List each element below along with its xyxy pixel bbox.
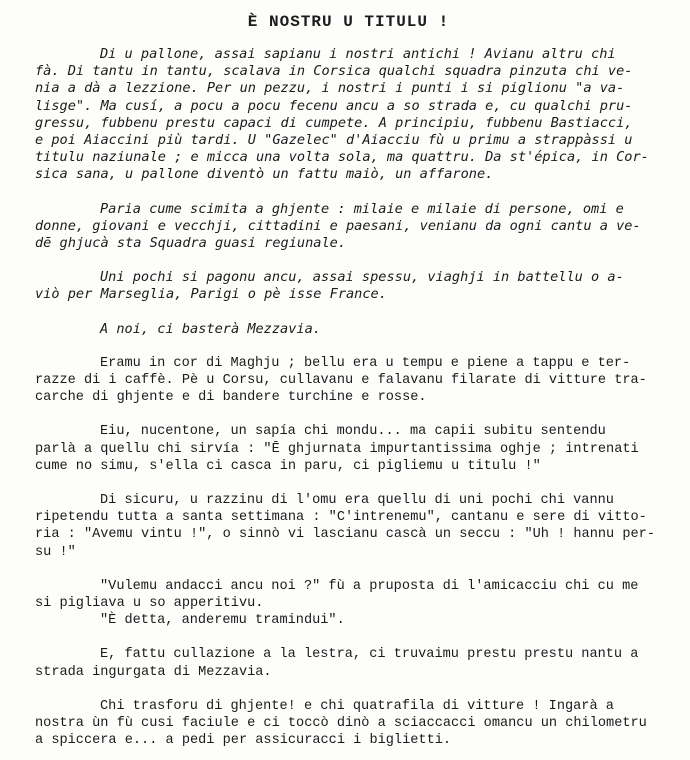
paragraph (35, 355, 662, 407)
text-line: Paria cume scimita a ghjente : milaie e milaie di persone, omi e (100, 200, 624, 217)
paragraph (35, 492, 662, 561)
text-line: "Vulemu andacci ancu noi ?" fù a pruposta di l'amicacciu chi cu me (100, 578, 639, 594)
document-body (35, 46, 662, 750)
text-line: Eramu in cor di Maghju ; bellu era u tempu e piene a tappu e ter- (100, 355, 631, 371)
text-line: fà. Di tantu in tantu, scalava in Corsica qualchi squadra pinzuta chi ve- (35, 63, 633, 80)
paragraph (35, 321, 662, 338)
text-line: ripetendu tutta a santa settimana : "C'intrenemu", cantanu e sere di vitto- (35, 510, 647, 526)
text-line: dē ghjucà sta Squadra guasi regiunale. (35, 235, 346, 252)
text-line: e poi Aiaccini più tardi. U "Gazelec" d'Aiacciu fù u primu a strappàssi u (35, 132, 633, 149)
text-line: donne, giovani e vecchji, cittadini e paesani, venianu da ogni cantu a ve- (35, 217, 641, 234)
text-line: strada ingurgata di Mezzavia. (35, 664, 272, 680)
paragraph (35, 423, 662, 475)
paragraph (35, 578, 662, 630)
paragraph (35, 201, 662, 253)
text-line: gressu, fubbenu prestu capaci di cumpete. A principiu, fubbenu Bastiacci, (35, 114, 633, 131)
page-title: È NOSTRU U TITULU ! (247, 13, 450, 31)
paragraph (35, 269, 662, 303)
text-line: ria : "Avemu vintu !", o sinnò vi lascianu cascà un seccu : "Uh ! hannu per- (35, 527, 655, 543)
text-line: Chi trasforu di ghjente! e chi quatrafila di vitture ! Ingarà a (100, 698, 614, 714)
paragraph (35, 698, 662, 750)
text-line: su !" (35, 544, 76, 560)
text-line: razze di i caffè. Pè u Corsu, cullavanu e falavanu filarate di vitture tra- (35, 373, 647, 389)
text-line: titulu naziunale ; e micca una volta sola, ma quattru. Da st'épica, in Cor- (35, 149, 649, 166)
text-line: Eiu, nucentone, un sapía chi mondu... ma capii subitu sentendu (100, 424, 606, 440)
text-line: viò per Marseglia, Parigi o pè isse France. (35, 286, 387, 303)
text-line: nia a dà a lezzione. Per un pezzu, i nostri i punti i si piglionu "a va- (35, 80, 625, 97)
text-line: Uni pochi si pagonu ancu, assai spessu, viaghji in battellu o a- (100, 269, 624, 286)
paragraph (35, 646, 662, 680)
text-line: cume no simu, s'ella ci casca in paru, ci pigliemu u titulu !" (35, 458, 541, 474)
text-line: sica sana, u pallone diventò un fattu maiò, un affarone. (35, 166, 494, 183)
text-line: si pigliava u so apperitivu. (35, 596, 264, 612)
text-line: lisge". Ma cusí, a pocu a pocu fecenu ancu a so strada e, cu qualchi pru- (35, 97, 633, 114)
paragraph (35, 46, 662, 184)
text-line: "È detta, anderemu tramindui". (100, 613, 345, 629)
text-line: a spiccera e... a pedi per assicuracci i biglietti. (35, 733, 452, 749)
text-line: parlà a quellu chi sirvía : "Ē ghjurnata impurtantissima oghje ; intrenati (35, 441, 639, 457)
text-line: Di sicuru, u razzinu di l'omu era quellu di uni pochi chi vannu (100, 493, 614, 509)
text-line: Di u pallone, assai sapianu i nostri antichi ! Avianu altru chi (100, 46, 616, 62)
text-line: E, fattu cullazione a la lestra, ci truvaimu prestu prestu nantu a (100, 647, 639, 663)
text-line: carche di ghjente e di bandere turchine e rosse. (35, 390, 427, 406)
text-line: A noi, ci basterà Mezzavia. (100, 320, 321, 337)
text-line: nostra ùn fù cusi faciule e ci toccò dinò a sciaccacci omancu un chilometru (35, 716, 647, 732)
